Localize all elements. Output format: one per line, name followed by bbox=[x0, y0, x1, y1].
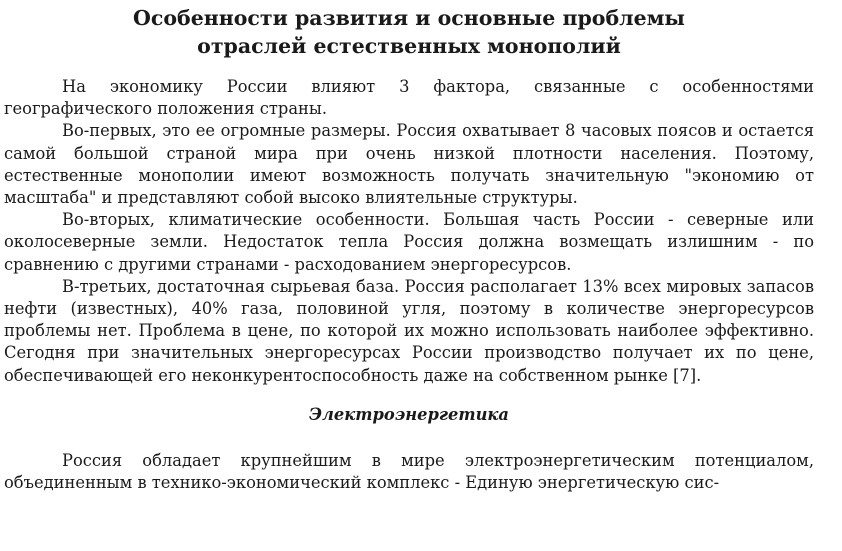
body-text bbox=[4, 76, 814, 387]
paragraph-first-factor: Во-первых, это ее огромные размеры. Россия охватывает 8 часовых поясов и остается самой большой страной мира при очень низкой плотности населения. Поэтому, естественные монополии имеют возможность получать значительную "экономию от масштаба" и представляют собой высоко влиятельные структуры. bbox=[4, 121, 814, 208]
title-line-1: Особенности развития и основные проблемы bbox=[133, 6, 685, 30]
paragraph-second-factor: Во-вторых, климатические особенности. Большая часть России - северные или околосеверные земли. Недостаток тепла Россия должна возмещать излишним - по сравнению с другими странами - расходованием энергоресурсов. bbox=[4, 210, 814, 274]
paragraph-factors-intro: На экономику России влияют 3 фактора, связанные с особенностями географического положения страны. bbox=[4, 77, 814, 119]
page-title bbox=[4, 4, 814, 60]
section-heading: Электроэнергетика bbox=[309, 404, 509, 424]
paragraph-section-intro: Россия обладает крупнейшим в мире электроэнергетическим потенциалом, объединенным в технико-экономический комплекс - Единую энергетическую сис- bbox=[4, 450, 814, 493]
title-line-2: отраслей естественных монополий bbox=[197, 34, 621, 58]
paragraph-third-factor: В-третьих, достаточная сырьевая база. Россия располагает 13% всех мировых запасов нефти (известных), 40% газа, половиной угля, поэтому в количестве энергоресурсов проблемы нет. Проблема в цене, по которой их можно использовать наиболее эффективно. Сегодня при значительных энергоресурсах России производство получает их по цене, обеспечивающей его неконкурентоспособность даже на собственном рынке [7]. bbox=[4, 276, 814, 385]
document-page bbox=[4, 0, 814, 494]
